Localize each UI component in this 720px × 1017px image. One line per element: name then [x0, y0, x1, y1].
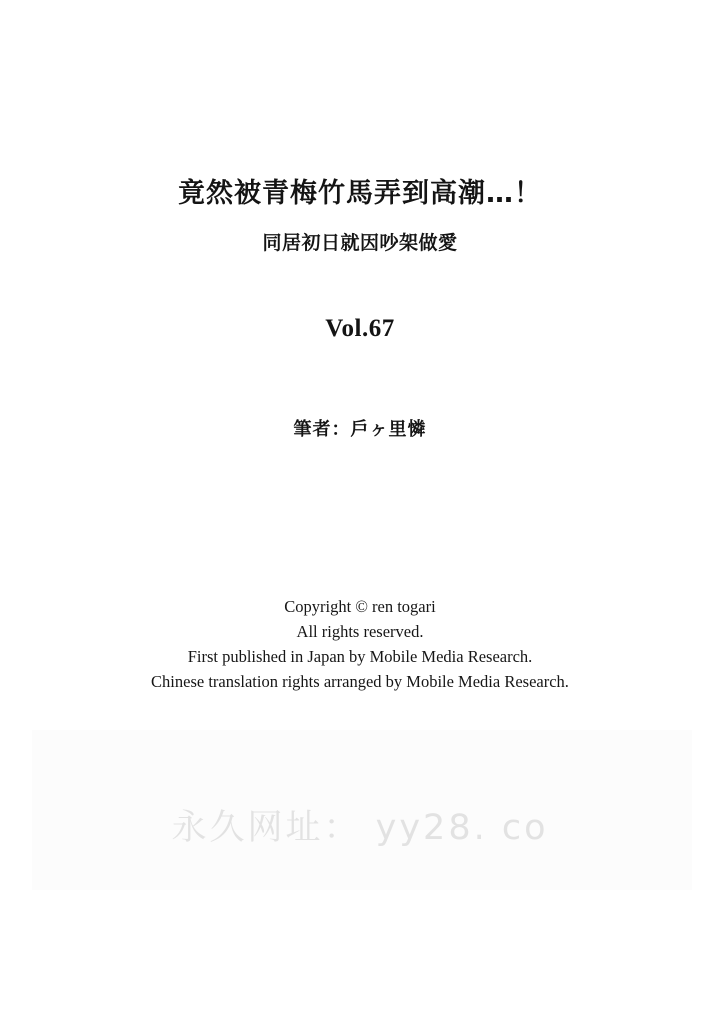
blank-spacer-band [160, 492, 560, 552]
author-label: 筆者：戶ヶ里憐 [293, 419, 427, 440]
page-title: 竟然被青梅竹馬弄到高潮…！ [178, 178, 542, 209]
copyright-line-2: All rights reserved. [296, 622, 424, 641]
copyright-line-3: First published in Japan by Mobile Media Research. [187, 647, 533, 666]
copyright-line-1: Copyright © ren togari [284, 597, 436, 616]
title-block [0, 178, 720, 255]
watermark-text: 永久网址： yy28. co [171, 808, 549, 848]
volume-label: Vol.67 [325, 315, 395, 342]
copyright-block [0, 594, 720, 694]
page-subtitle: 同居初日就因吵架做愛 [262, 232, 458, 255]
copyright-line-4: Chinese translation rights arranged by Mobile Media Research. [151, 672, 569, 691]
